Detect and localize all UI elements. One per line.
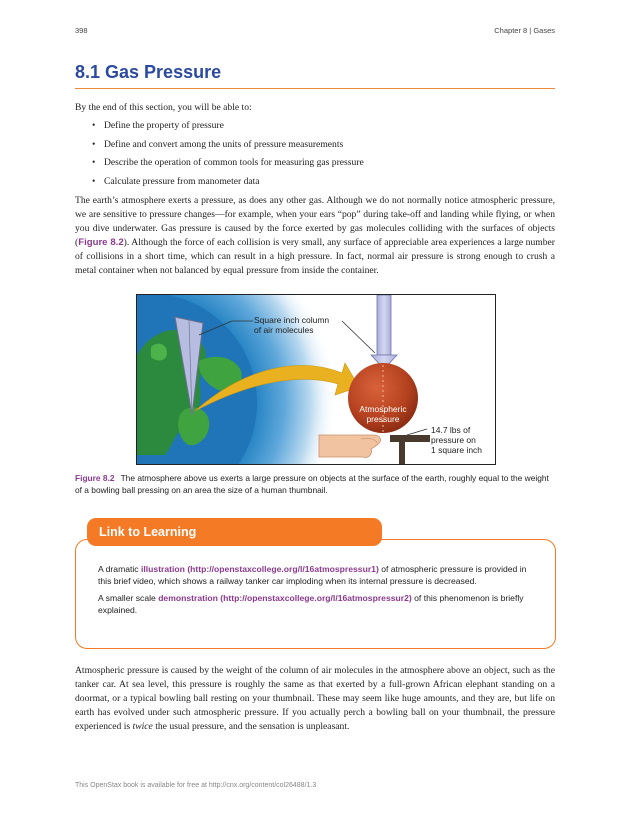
callout-line bbox=[342, 321, 375, 353]
label-weight: pressure on bbox=[431, 435, 476, 445]
table-top bbox=[390, 435, 430, 442]
intro-text: By the end of this section, you will be able to: bbox=[75, 102, 252, 113]
section-title: 8.1 Gas Pressure bbox=[75, 62, 555, 89]
link-paragraph-text: A dramatic bbox=[98, 564, 141, 574]
callout-line bbox=[407, 429, 427, 435]
figure-reference-link[interactable]: Figure 8.2 bbox=[78, 237, 124, 248]
demonstration-link[interactable]: demonstration (http://openstaxcollege.org/l/16atmospressur2) bbox=[158, 593, 412, 603]
paragraph-text: the usual pressure, and the sensation is unpleasant. bbox=[152, 721, 350, 732]
paragraph-text: ). Although the force of each collision is very small, any surface of appreciable area experiences a large number of collisions in a short time, which can result in a high pressure. In fact, normal air pressure is strong enough to crush a metal container when not balanced by equal pressure from inside the container. bbox=[75, 237, 555, 276]
link-paragraph bbox=[98, 592, 536, 616]
link-to-learning-title: Link to Learning bbox=[87, 518, 382, 546]
paragraph-text: The earth’s atmosphere exerts a pressure, as does any other gas. Although we do not normally notice atmospheric pressure, we are sensitive to pressure changes—for example, when your ears “pop” during take-off and landing while flying, or when you dive underwater. Gas pressure is caused by the force exerted by gas molecules colliding with the surfaces of objects ( bbox=[75, 195, 555, 248]
link-paragraph-text: of atmospheric pressure is provided in this brief video, which shows a railway tanker car imploding when its internal pressure is decreased. bbox=[98, 564, 527, 586]
paragraph-atmosphere bbox=[75, 194, 555, 278]
bullet-icon: • bbox=[92, 175, 96, 187]
link-to-learning-content bbox=[98, 563, 536, 621]
bullet-icon: • bbox=[92, 120, 96, 131]
label-atmospheric-pressure: pressure bbox=[366, 414, 400, 424]
bullet-icon: • bbox=[92, 138, 96, 150]
page-number: 398 bbox=[75, 26, 88, 35]
air-column-bar bbox=[377, 295, 391, 355]
objective-item bbox=[92, 119, 532, 138]
emphasis-text: twice bbox=[132, 721, 153, 732]
label-column: Square inch column bbox=[254, 315, 330, 325]
figure-caption-text: The atmosphere above us exerts a large pressure on objects at the surface of the earth, roughly equal to the weight of a bowling ball pressing on an area the size of a human thumbnail. bbox=[75, 473, 549, 495]
bullet-icon: • bbox=[92, 157, 96, 168]
paragraph-pressure-weight bbox=[75, 664, 555, 734]
illustration-link[interactable]: illustration (http://openstaxcollege.org/l/16atmospressur1) bbox=[141, 564, 379, 574]
link-paragraph bbox=[98, 563, 536, 587]
chapter-header: Chapter 8 | Gases bbox=[494, 26, 555, 35]
objective-text: Define and convert among the units of pressure measurements bbox=[104, 138, 344, 150]
paragraph-text: Atmospheric pressure is caused by the weight of the column of air molecules in the atmosphere above an object, such as the tanker car. At sea level, this pressure is roughly the same as that exerted by a full-grown African elephant standing on a doormat, or a typical bowling ball resting on your thumbnail. These may seem like huge amounts, and they are, but life on earth has evolved under such atmospheric pressure. If you actually perch a bowling ball on your thumbnail, the pressure experienced is bbox=[75, 665, 555, 732]
objectives-list bbox=[92, 119, 532, 193]
objective-text: Calculate pressure from manometer data bbox=[104, 175, 260, 187]
label-column: of air molecules bbox=[254, 325, 314, 335]
hand-illustration bbox=[319, 435, 380, 457]
table-leg bbox=[399, 442, 405, 464]
objective-text: Define the property of pressure bbox=[104, 120, 224, 131]
figure-atmospheric-pressure bbox=[136, 294, 496, 465]
objective-item bbox=[92, 156, 532, 175]
objective-text: Describe the operation of common tools for measuring gas pressure bbox=[104, 157, 364, 168]
footer-note: This OpenStax book is available for free at http://cnx.org/content/col26488/1.3 bbox=[75, 782, 317, 789]
figure-caption-label: Figure 8.2 bbox=[75, 473, 115, 483]
label-atmospheric-pressure: Atmospheric bbox=[359, 404, 407, 414]
link-paragraph-text: A smaller scale bbox=[98, 593, 159, 603]
earth-continent bbox=[151, 344, 167, 361]
figure-caption bbox=[75, 472, 555, 496]
objective-item bbox=[92, 138, 532, 157]
label-weight: 1 square inch bbox=[431, 445, 483, 455]
label-weight: 14.7 lbs of bbox=[431, 425, 471, 435]
figure-illustration bbox=[137, 295, 495, 464]
objective-item bbox=[92, 175, 532, 194]
link-paragraph-text: of this phenomenon is briefly explained. bbox=[98, 593, 524, 615]
